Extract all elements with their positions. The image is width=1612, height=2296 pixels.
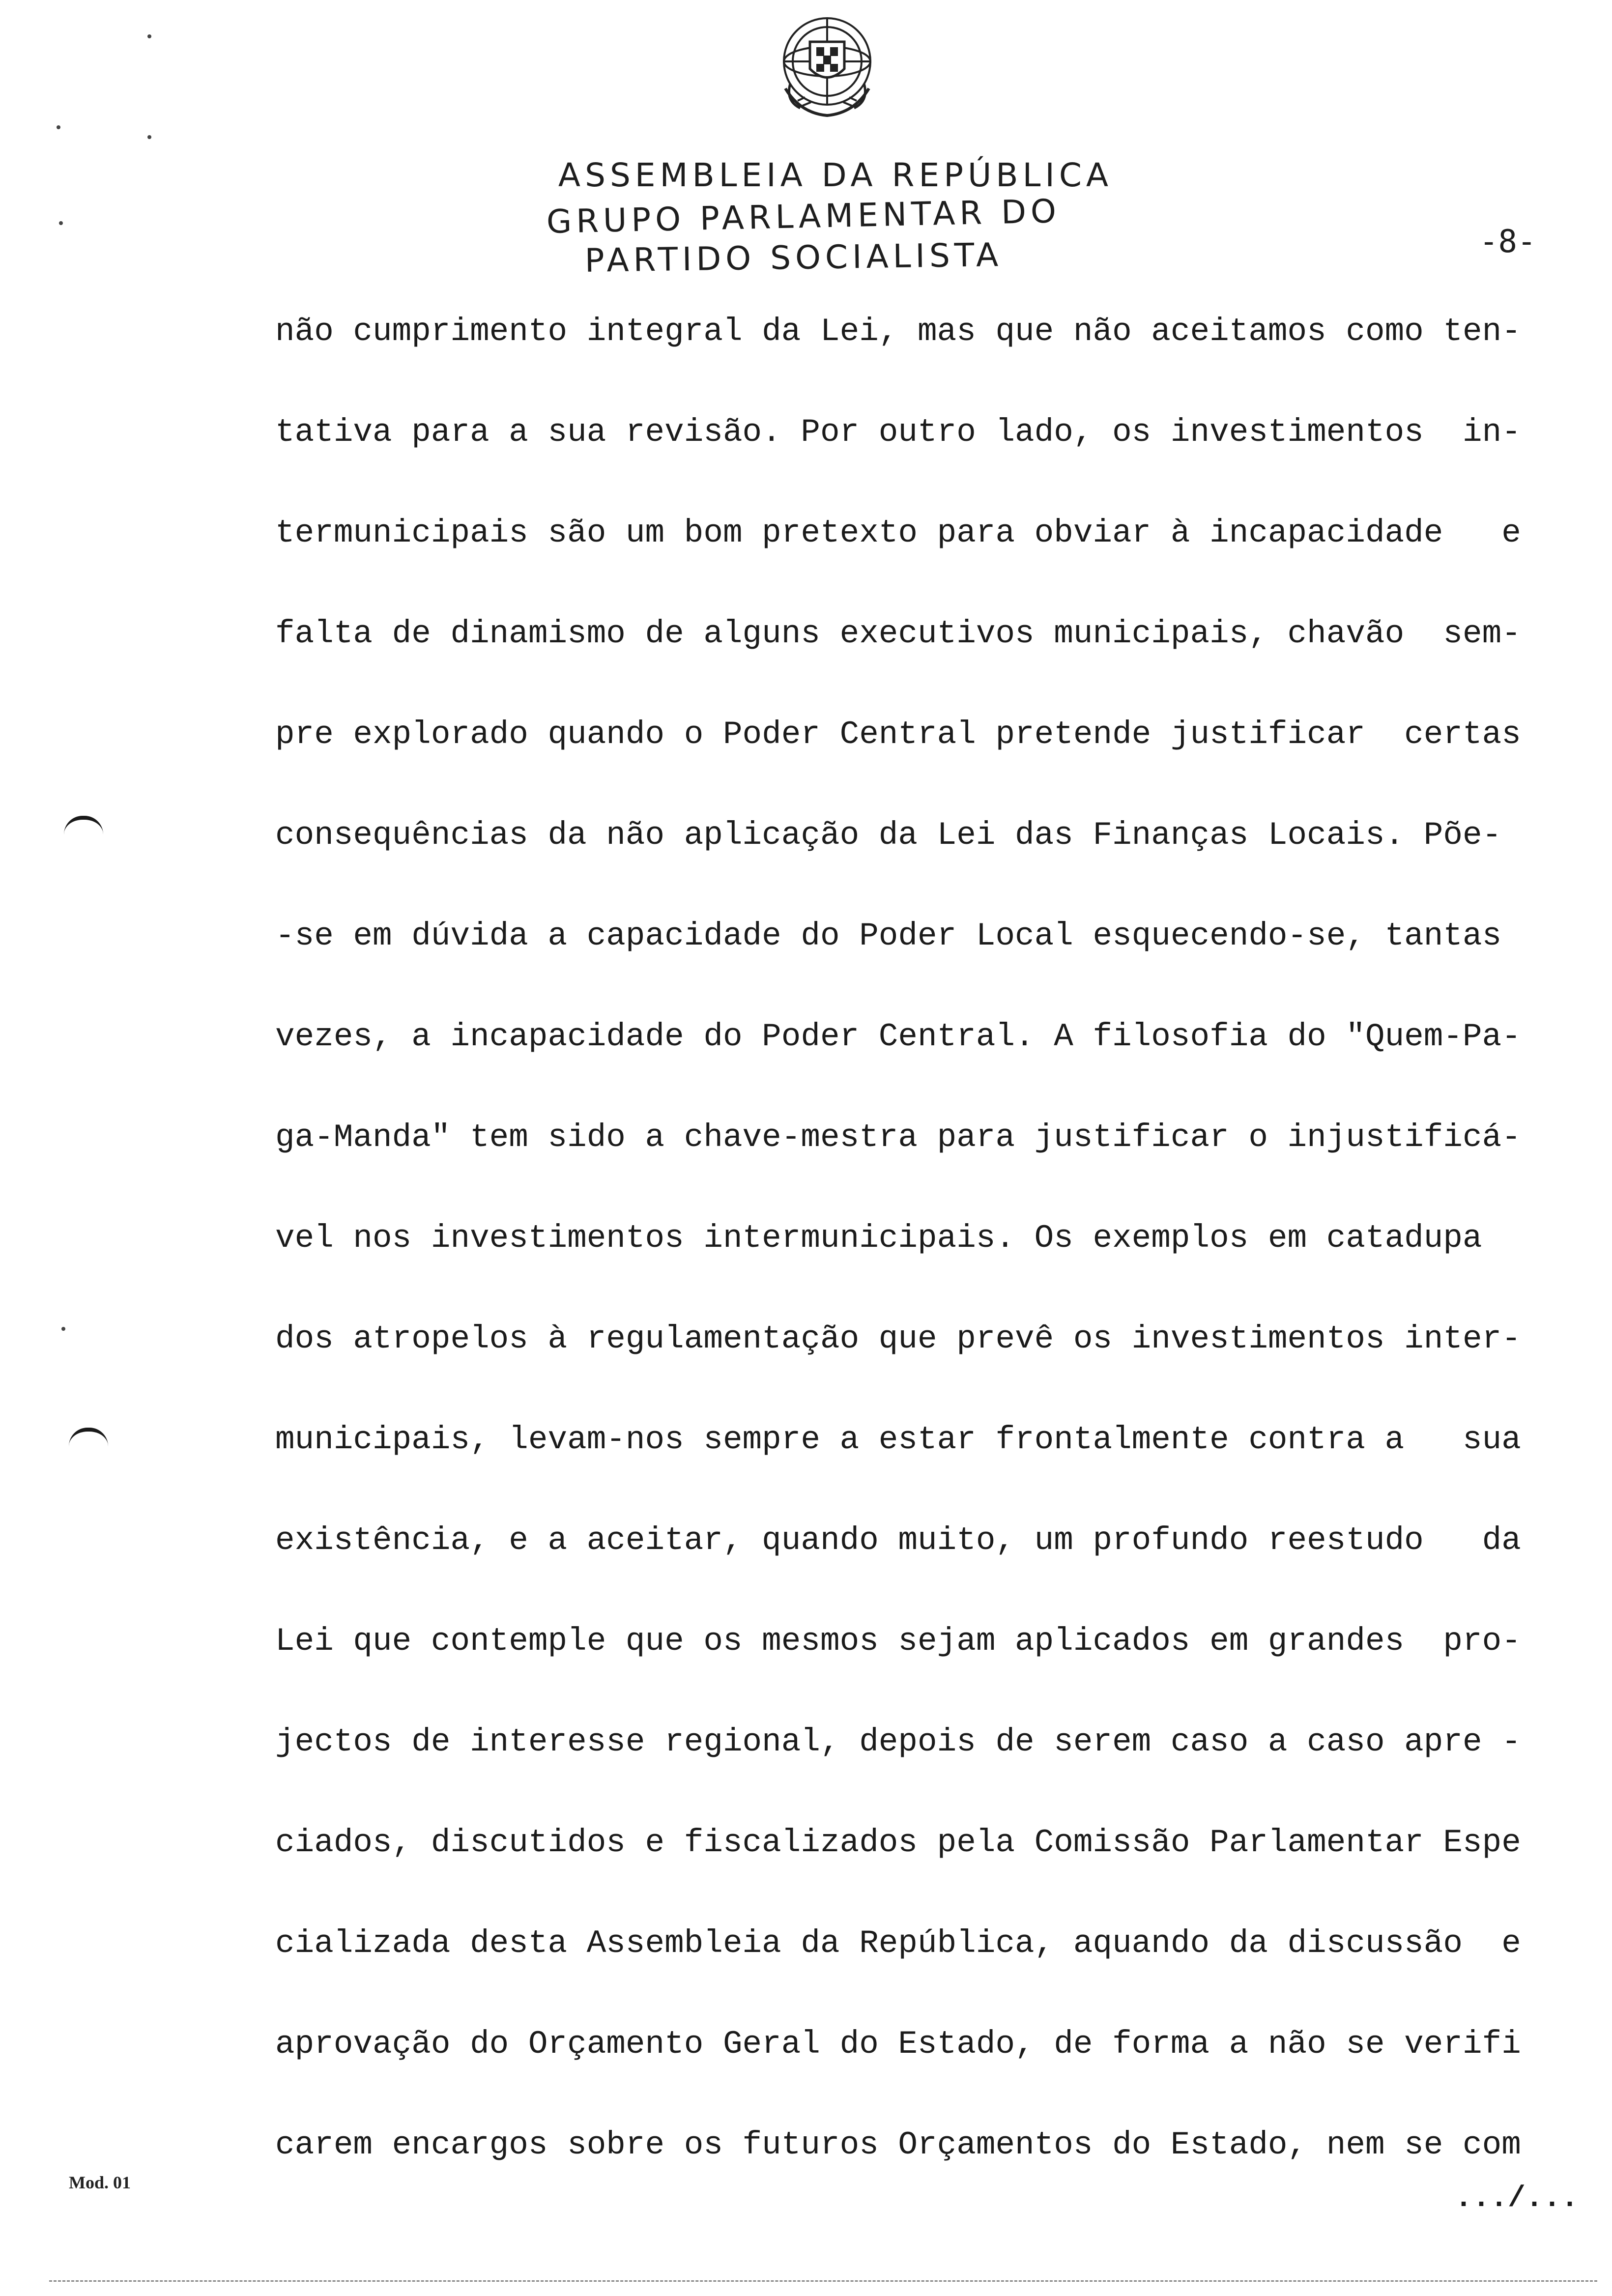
scan-speck — [59, 221, 63, 225]
text-line: jectos de interesse regional, depois de serem caso a caso apre - — [275, 1723, 1521, 1760]
letterhead-party: PARTIDO SOCIALISTA — [584, 236, 1003, 280]
text-line: termunicipais são um bom pretexto para obviar à incapacidade e — [275, 515, 1521, 551]
text-line: ciados, discutidos e fiscalizados pela Comissão Parlamentar Espe — [275, 1824, 1521, 1861]
letterhead-assembly: ASSEMBLEIA DA REPÚBLICA — [558, 156, 1113, 194]
letterhead-group: GRUPO PARLAMENTAR DO — [546, 192, 1061, 241]
body-text — [275, 305, 1602, 2219]
bottom-edge-rule — [49, 2280, 1597, 2282]
text-line: dos atropelos à regulamentação que prevê os investimentos inter- — [275, 1320, 1521, 1357]
text-line: ga-Manda" tem sido a chave-mestra para justificar o injustificá- — [275, 1119, 1521, 1156]
text-line: Lei que contemple que os mesmos sejam aplicados em grandes pro- — [275, 1623, 1521, 1660]
continuation-mark: .../... — [1455, 2182, 1579, 2215]
text-line: não cumprimento integral da Lei, mas que não aceitamos como ten- — [275, 313, 1521, 350]
text-line: pre explorado quando o Poder Central pretende justificar certas — [275, 716, 1521, 753]
text-line: -se em dúvida a capacidade do Poder Local esquecendo-se, tantas — [275, 918, 1502, 954]
text-line: falta de dinamismo de alguns executivos municipais, chavão sem- — [275, 615, 1521, 652]
punch-hole-mark — [69, 1428, 108, 1446]
form-code: Mod. 01 — [69, 2173, 131, 2192]
text-line: municipais, levam-nos sempre a estar frontalmente contra a sua — [275, 1421, 1521, 1458]
text-line: carem encargos sobre os futuros Orçamentos do Estado, nem se com — [275, 2126, 1521, 2163]
letterhead — [442, 155, 1199, 279]
scan-speck — [147, 34, 151, 38]
text-line: aprovação do Orçamento Geral do Estado, de forma a não se verifi — [275, 2026, 1521, 2063]
text-line: consequências da não aplicação da Lei das Finanças Locais. Põe- — [275, 817, 1502, 854]
scan-speck — [61, 1327, 65, 1331]
text-line: existência, e a aceitar, quando muito, um profundo reestudo da — [275, 1522, 1521, 1559]
text-line: vezes, a incapacidade do Poder Central. A filosofia do "Quem-Pa- — [275, 1018, 1521, 1055]
punch-hole-mark — [64, 816, 103, 834]
page-number: -8- — [1479, 224, 1536, 260]
scan-speck — [147, 135, 151, 139]
text-line: tativa para a sua revisão. Por outro lado, os investimentos in- — [275, 414, 1521, 451]
text-line: vel nos investimentos intermunicipais. Os exemplos em catadupa — [275, 1220, 1482, 1257]
scan-speck — [57, 125, 60, 129]
coat-of-arms-icon — [771, 10, 884, 123]
text-line: cializada desta Assembleia da República, aquando da discussão e — [275, 1925, 1521, 1962]
